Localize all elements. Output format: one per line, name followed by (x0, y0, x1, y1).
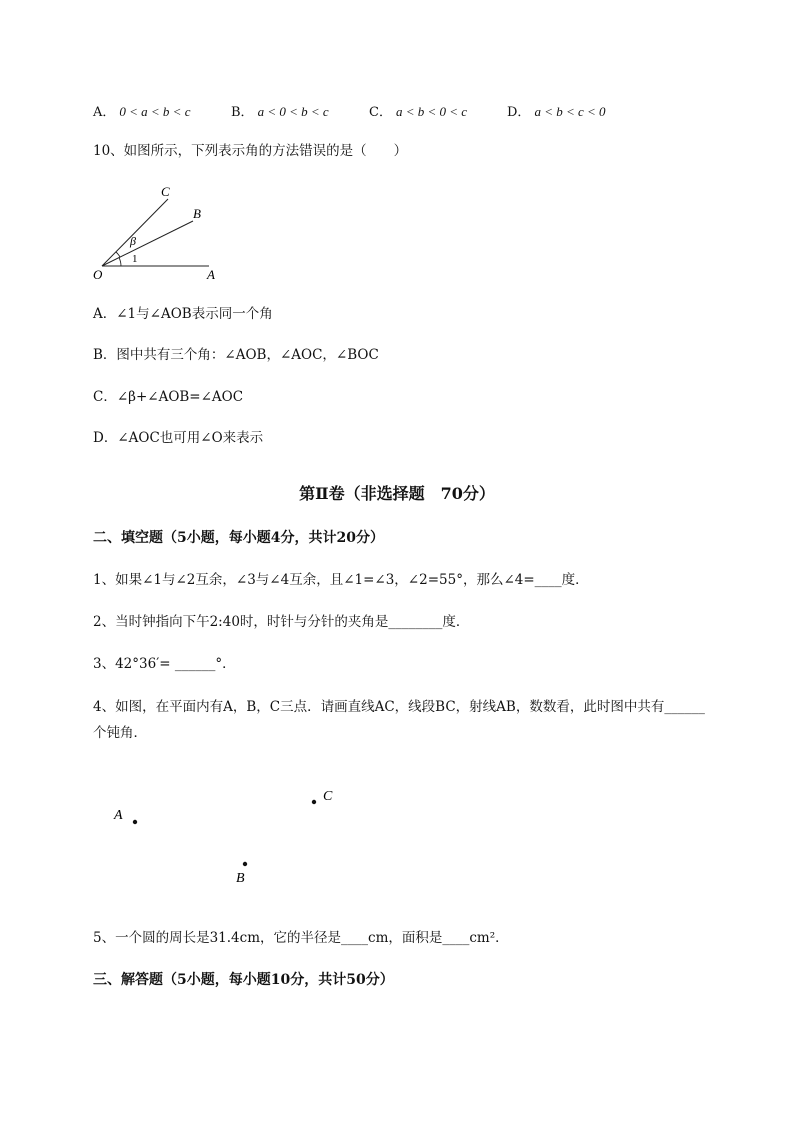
q9-option-c (369, 101, 467, 120)
q9-option-a (93, 101, 190, 120)
point-b (243, 862, 247, 866)
q10-stem: 10、如图所示，下列表示角的方法错误的是（ ） (93, 143, 408, 159)
arc-angle-1 (119, 258, 121, 266)
q9-option-d-expr: a < b < c < 0 (534, 104, 606, 119)
q9-option-d-letter: D． (507, 105, 531, 120)
label-point-b: B (236, 871, 245, 886)
label-c: C (161, 184, 170, 199)
q10-option-a: A．∠1与∠AOB表示同一个角 (93, 306, 273, 322)
fill-q4-line1: 4、如图，在平面内有A，B，C三点．请画直线AC，线段BC，射线AB，数数看，此时图中共有______ (93, 699, 705, 715)
q9-option-c-letter: C． (369, 105, 392, 120)
label-o: O (93, 267, 103, 282)
part2-title: 第Ⅱ卷（非选择题 70分） (299, 484, 495, 503)
point-c (312, 800, 316, 804)
label-point-c: C (323, 789, 333, 804)
q10-option-b: B．图中共有三个角：∠AOB，∠AOC，∠BOC (93, 347, 379, 363)
q4-points-figure (100, 780, 360, 890)
label-point-a: A (114, 808, 123, 823)
q9-option-a-letter: A． (93, 105, 116, 120)
q10-option-c: C．∠β+∠AOB=∠AOC (93, 389, 244, 405)
ray-ob (102, 221, 193, 266)
q9-option-a-expr: 0 < a < b < c (119, 104, 191, 119)
label-beta: β (130, 234, 136, 248)
section3-heading: 三、解答题（5小题，每小题10分，共计50分） (93, 972, 394, 988)
q9-option-b-expr: a < 0 < b < c (257, 104, 329, 119)
q9-option-b (231, 101, 329, 120)
label-b: B (193, 206, 201, 221)
q9-option-d (507, 101, 606, 120)
point-a (133, 820, 137, 824)
fill-q2: 2、当时钟指向下午2:40时，时针与分针的夹角是________度． (93, 614, 470, 630)
fill-q1: 1、如果∠1与∠2互余，∠3与∠4互余，且∠1=∠3，∠2=55°，那么∠4=____度． (93, 572, 589, 588)
q10-angle-figure (85, 180, 235, 285)
q9-option-b-letter: B． (231, 105, 254, 120)
label-a: A (207, 267, 215, 282)
arc-angle-beta (116, 252, 120, 257)
fill-q4-line2: 个钝角． (93, 725, 147, 741)
q9-option-c-expr: a < b < 0 < c (395, 104, 468, 119)
label-angle-one: 1 (132, 253, 138, 265)
fill-q5: 5、一个圆的周长是31.4cm，它的半径是____cm，面积是____cm²． (93, 930, 509, 946)
fill-q3: 3、42°36′= ______°． (93, 656, 236, 672)
q10-option-d: D．∠AOC也可用∠O来表示 (93, 430, 264, 446)
section2-heading: 二、填空题（5小题，每小题4分，共计20分） (93, 530, 384, 546)
